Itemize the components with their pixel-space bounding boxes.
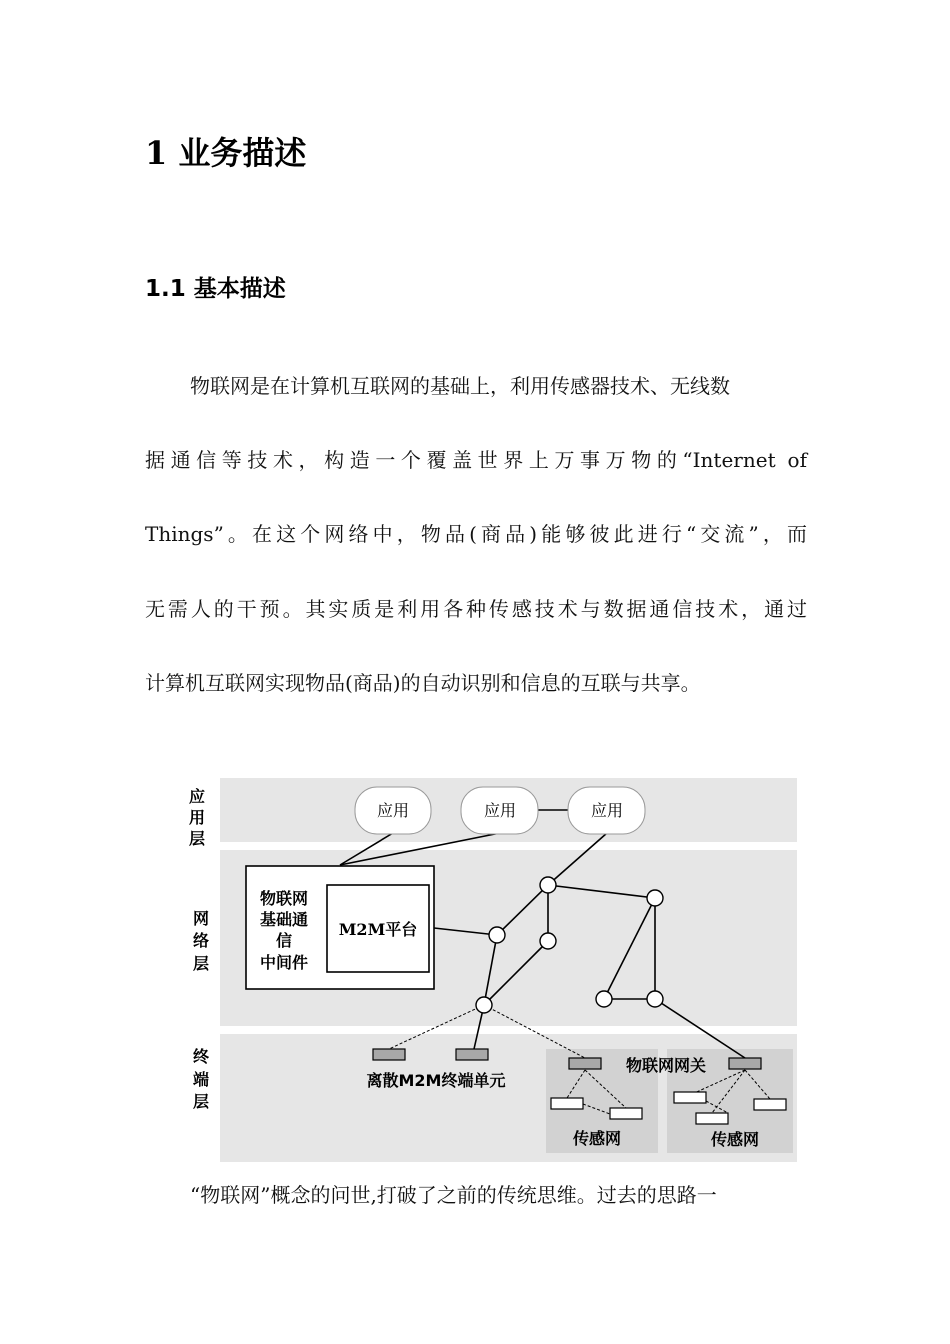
layer-label-app-2: 用	[188, 808, 206, 827]
gateway-label: 物联网网关	[625, 1056, 707, 1075]
paragraph-line-1: 物联网是在计算机互联网的基础上，利用传感器技术、无线数	[190, 374, 730, 398]
layer-label-app-1: 应	[188, 787, 206, 806]
layer-label-net-3: 层	[192, 954, 210, 973]
heading-1: 1 业务描述	[145, 134, 307, 172]
middleware-label-3: 信	[275, 931, 293, 950]
app-node-3-label: 应用	[590, 801, 624, 820]
paragraph-line-3: Things”。在这个网络中，物品(商品)能够彼此进行“交流”，而	[145, 522, 807, 546]
layer-label-term-1: 终	[192, 1047, 210, 1066]
m2m-platform-label: M2M平台	[338, 920, 418, 939]
paragraph-line-4: 无需人的干预。其实质是利用各种传感技术与数据通信技术，通过	[145, 597, 807, 621]
layer-label-term-2: 端	[192, 1070, 210, 1089]
middleware-label-4: 中间件	[259, 953, 309, 972]
paragraph-line-5: 计算机互联网实现物品(商品)的自动识别和信息的互联与共享。	[145, 671, 701, 695]
app-node-2-label: 应用	[483, 801, 517, 820]
paragraph-line-2: 据通信等技术，构造一个覆盖世界上万事万物的“Internet of	[145, 448, 807, 472]
app-node-1-label: 应用	[376, 801, 410, 820]
middleware-label-1: 物联网	[259, 889, 309, 908]
layer-label-term-3: 层	[192, 1092, 210, 1111]
sensor-net-label-1: 传感网	[572, 1129, 622, 1148]
caption-line: “物联网”概念的问世,打破了之前的传统思维。过去的思路一	[190, 1183, 717, 1207]
middleware-label-2: 基础通	[259, 910, 309, 929]
discrete-terminal-label: 离散M2M终端单元	[366, 1071, 506, 1090]
layer-label-app-3: 层	[188, 829, 206, 848]
layer-label-net-2: 络	[192, 931, 210, 950]
heading-2: 1.1 基本描述	[145, 276, 286, 302]
layer-label-net-1: 网	[192, 909, 210, 928]
sensor-net-label-2: 传感网	[710, 1130, 760, 1149]
